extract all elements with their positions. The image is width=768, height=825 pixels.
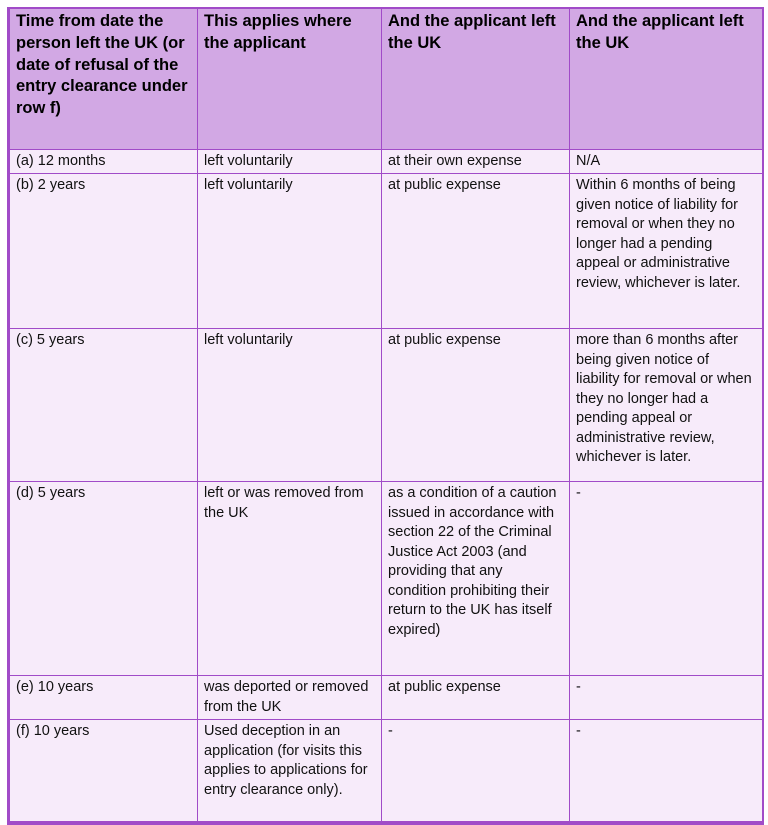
- column-header-time-from-date: Time from date the person left the UK (or date of refusal of the entry clearance under row f): [9, 8, 198, 149]
- cell-left-uk-manner: at public expense: [382, 174, 570, 329]
- column-header-left-uk-manner: And the applicant left the UK: [382, 8, 570, 149]
- cell-left-uk-manner: as a condition of a caution issued in accordance with section 22 of the Criminal Justice Act 2003 (and providing that any condition prohibiting their return to the UK has itself expired): [382, 482, 570, 676]
- cell-left-uk-timing: -: [570, 720, 763, 823]
- cell-left-uk-timing: -: [570, 482, 763, 676]
- rules-table-container: [7, 7, 761, 825]
- cell-period: (a) 12 months: [9, 149, 198, 174]
- column-header-left-uk-timing: And the applicant left the UK: [570, 8, 763, 149]
- cell-left-uk-manner: at their own expense: [382, 149, 570, 174]
- cell-left-uk-timing: -: [570, 676, 763, 720]
- cell-period: (c) 5 years: [9, 329, 198, 482]
- table-header: [9, 8, 763, 149]
- table-body: [9, 149, 763, 823]
- cell-left-uk-manner: at public expense: [382, 676, 570, 720]
- cell-period: (d) 5 years: [9, 482, 198, 676]
- table-header-row: [9, 8, 763, 149]
- cell-period: (b) 2 years: [9, 174, 198, 329]
- cell-left-uk-timing: N/A: [570, 149, 763, 174]
- column-header-applies-where: This applies where the applicant: [198, 8, 382, 149]
- cell-applies-where: Used deception in an application (for visits this applies to applications for entry clearance only).: [198, 720, 382, 823]
- table-row: [9, 329, 763, 482]
- table-row: [9, 174, 763, 329]
- cell-left-uk-manner: -: [382, 720, 570, 823]
- cell-applies-where: left voluntarily: [198, 329, 382, 482]
- cell-applies-where: was deported or removed from the UK: [198, 676, 382, 720]
- cell-period: (e) 10 years: [9, 676, 198, 720]
- cell-left-uk-timing: Within 6 months of being given notice of liability for removal or when they no longer had a pending appeal or administrative review, whichever is later.: [570, 174, 763, 329]
- table-row: [9, 676, 763, 720]
- cell-period: (f) 10 years: [9, 720, 198, 823]
- cell-applies-where: left voluntarily: [198, 149, 382, 174]
- table-row: [9, 720, 763, 823]
- cell-left-uk-timing: more than 6 months after being given notice of liability for removal or when they no longer had a pending appeal or administrative review, whichever is later.: [570, 329, 763, 482]
- cell-applies-where: left voluntarily: [198, 174, 382, 329]
- re-entry-ban-rules-table: [7, 7, 764, 825]
- cell-applies-where: left or was removed from the UK: [198, 482, 382, 676]
- cell-left-uk-manner: at public expense: [382, 329, 570, 482]
- table-row: [9, 482, 763, 676]
- table-row: [9, 149, 763, 174]
